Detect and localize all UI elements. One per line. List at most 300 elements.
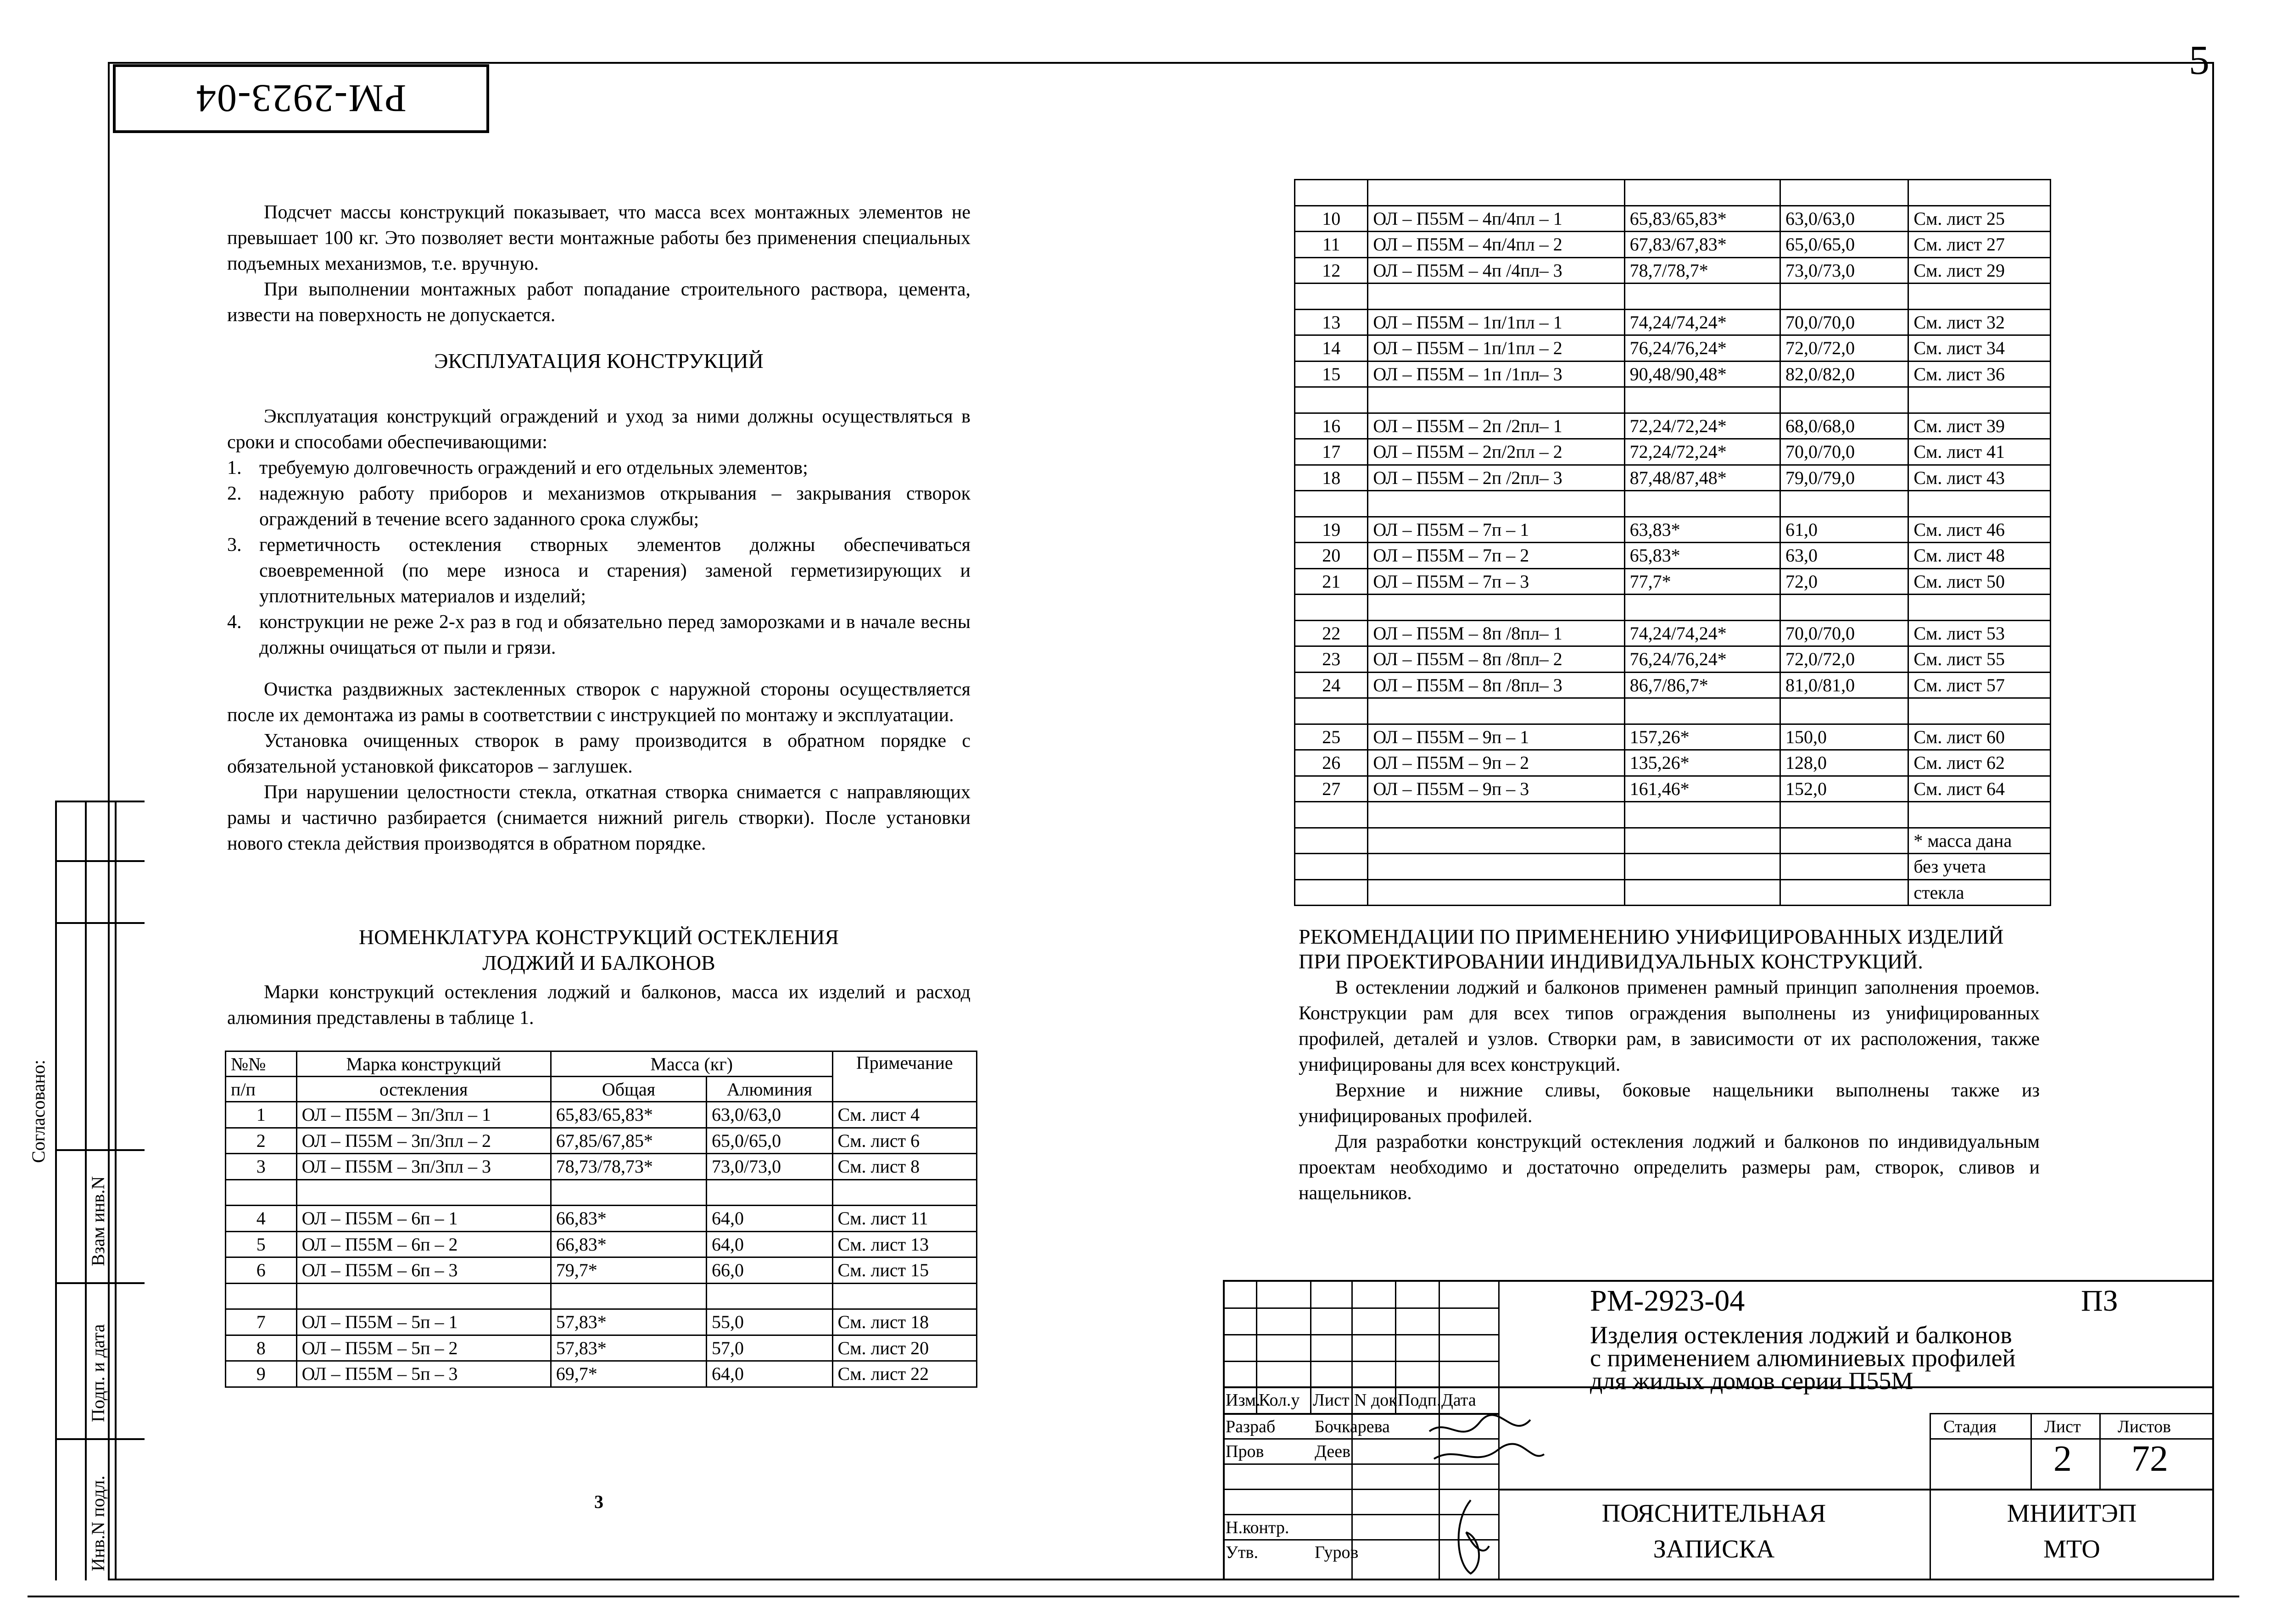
table-cell: См. лист 55	[1908, 646, 2051, 673]
header-alu: Алюминия	[707, 1077, 833, 1102]
table-cell: ОЛ – П55М – 9п – 2	[1368, 750, 1624, 776]
table-cell: ОЛ – П55М – 5п – 2	[296, 1335, 551, 1361]
table-cell: См. лист 41	[1908, 439, 2051, 465]
table-cell: См. лист 18	[832, 1309, 976, 1335]
table-cell: См. лист 15	[832, 1257, 976, 1284]
table-cell: 63,0	[1780, 543, 1908, 569]
table-2-body	[1295, 180, 2051, 906]
table-row	[226, 1179, 977, 1206]
table-row	[1295, 517, 2051, 543]
table-cell: 72,0/72,0	[1780, 646, 1908, 673]
table-cell	[1908, 595, 2051, 621]
tb-h-izm: Изм.	[1226, 1390, 1261, 1410]
table-cell	[1624, 595, 1780, 621]
left-text-block-3	[227, 677, 971, 856]
table-cell: 68,0/68,0	[1780, 413, 1908, 439]
agreed-label: Согласовано:	[28, 1059, 49, 1163]
table-cell: ОЛ – П55М – 7п – 2	[1368, 543, 1624, 569]
table-cell	[1295, 491, 1368, 517]
table-row	[226, 1257, 977, 1284]
table-cell: ОЛ – П55М – 2п/2пл – 2	[1368, 439, 1624, 465]
table-cell: 72,0/72,0	[1780, 335, 1908, 362]
table-cell: 65,83/65,83*	[551, 1102, 706, 1128]
table-1	[225, 1051, 977, 1388]
signature-graphic	[1420, 1413, 1553, 1477]
table-cell: 67,85/67,85*	[551, 1128, 706, 1154]
table-cell: 5	[226, 1231, 297, 1257]
table-cell: См. лист 22	[832, 1361, 976, 1387]
table-cell	[1624, 284, 1780, 310]
table-cell	[1780, 180, 1908, 206]
tb-utv: Утв.	[1226, 1543, 1258, 1562]
table-cell	[296, 1283, 551, 1309]
header-num2: п/п	[226, 1077, 297, 1102]
table-cell: ОЛ – П55М – 4п/4пл – 2	[1368, 232, 1624, 258]
left-text-block-1	[227, 200, 971, 328]
left-approval-strip	[28, 801, 117, 1580]
table-cell: 14	[1295, 335, 1368, 362]
table-cell	[1624, 387, 1780, 413]
table-cell	[1368, 595, 1624, 621]
table-row	[1295, 646, 2051, 673]
tb-h-data: Дата	[1441, 1390, 1476, 1410]
paragraph: Для разработки конструкций остекления лоджий и балконов по индивидуальным проектам необходимо и достаточно определить размеры рам, створок, сливов и нащельников.	[1299, 1131, 2040, 1204]
table-cell: 64,0	[707, 1231, 833, 1257]
table-cell	[1780, 698, 1908, 724]
table-cell: 152,0	[1780, 776, 1908, 802]
table-row	[1295, 309, 2051, 335]
table-row	[1295, 595, 2051, 621]
table-row	[226, 1283, 977, 1309]
table-cell: 70,0/70,0	[1780, 620, 1908, 646]
table-cell	[1780, 802, 1908, 828]
table-cell	[226, 1179, 297, 1206]
table-cell: ОЛ – П55М – 1п/1пл – 1	[1368, 309, 1624, 335]
table-cell: См. лист 25	[1908, 206, 2051, 232]
tb-h-stadia: Стадия	[1943, 1417, 1997, 1436]
table-cell	[1295, 284, 1368, 310]
table-cell	[551, 1179, 706, 1206]
table-row	[1295, 284, 2051, 310]
table-row	[1295, 465, 2051, 491]
table-cell	[1908, 802, 2051, 828]
table-cell	[1624, 854, 1780, 880]
tb-nkontr: Н.контр.	[1226, 1518, 1289, 1537]
table-cell: См. лист 53	[1908, 620, 2051, 646]
table-cell	[1368, 387, 1624, 413]
table-cell: См. лист 64	[1908, 776, 2051, 802]
table-cell	[707, 1179, 833, 1206]
table-row	[1295, 828, 2051, 854]
table-row	[226, 1361, 977, 1387]
paragraph: При выполнении монтажных работ попадание строительного раствора, цемента, извести на поверхность не допускается.	[227, 279, 971, 326]
section-heading-operation: ЭКСПЛУАТАЦИЯ КОНСТРУКЦИЙ	[434, 349, 764, 373]
table-cell	[1295, 595, 1368, 621]
table-cell: ОЛ – П55М – 7п – 3	[1368, 568, 1624, 595]
paragraph: Марки конструкций остекления лоджий и балконов, масса их изделий и расход алюминия представлены в таблице 1.	[227, 982, 971, 1029]
table-row	[226, 1102, 977, 1128]
table-cell: 150,0	[1780, 724, 1908, 750]
table-cell: 17	[1295, 439, 1368, 465]
paragraph: Верхние и нижние сливы, боковые нащельники выполнены также из унифицированых профилей.	[1299, 1080, 2040, 1127]
table-cell: ОЛ – П55М – 8п /8пл– 2	[1368, 646, 1624, 673]
table-cell: ОЛ – П55М – 1п/1пл – 2	[1368, 335, 1624, 362]
table-cell: 10	[1295, 206, 1368, 232]
table-cell	[832, 1179, 976, 1206]
recommendations-heading: РЕКОМЕНДАЦИИ ПО ПРИМЕНЕНИЮ УНИФИЦИРОВАННЫХ ИЗДЕЛИЙ ПРИ ПРОЕКТИРОВАНИИ ИНДИВИДУАЛЬНЫХ КОНСТРУКЦИЙ.	[1299, 925, 2004, 973]
left-text-block-2	[227, 404, 971, 661]
table-row	[1295, 672, 2051, 698]
table-row	[226, 1206, 977, 1232]
table-cell: 22	[1295, 620, 1368, 646]
table-cell: ОЛ – П55М – 5п – 3	[296, 1361, 551, 1387]
table-cell	[1368, 879, 1624, 906]
table-cell: См. лист 13	[832, 1231, 976, 1257]
table-cell: См. лист 39	[1908, 413, 2051, 439]
table-row	[1295, 180, 2051, 206]
table-cell: 73,0/73,0	[1780, 257, 1908, 284]
table-cell: ОЛ – П55М – 9п – 1	[1368, 724, 1624, 750]
table-cell: 57,0	[707, 1335, 833, 1361]
paragraph: Установка очищенных створок в раму производится в обратном порядке с обязательной установкой фиксаторов – заглушек.	[227, 730, 971, 777]
table-cell	[1295, 180, 1368, 206]
table-cell	[1368, 802, 1624, 828]
header-total: Общая	[551, 1077, 706, 1102]
tb-utv-name: Гуров	[1315, 1543, 1359, 1562]
table-1-continuation	[1294, 179, 2051, 906]
table-cell	[1780, 854, 1908, 880]
table-cell	[1908, 491, 2051, 517]
table-cell: См. лист 11	[832, 1206, 976, 1232]
table-cell	[832, 1283, 976, 1309]
table-cell: См. лист 34	[1908, 335, 2051, 362]
table-cell	[1624, 491, 1780, 517]
table-cell: 128,0	[1780, 750, 1908, 776]
tb-doc-name: ПОЯСНИТЕЛЬНАЯ ЗАПИСКА	[1601, 1499, 1826, 1563]
table-cell: стекла	[1908, 879, 2051, 906]
list-item: 2. надежную работу приборов и механизмов открывания – закрывания створок ограждений в течение всего заданного срока службы;	[227, 483, 971, 530]
table-cell: 64,0	[707, 1206, 833, 1232]
table-row	[1295, 568, 2051, 595]
table-cell: ОЛ – П55М – 8п /8пл– 3	[1368, 672, 1624, 698]
table-row	[1295, 698, 2051, 724]
tb-h-kolu: Кол.у	[1259, 1390, 1300, 1410]
table-cell: 66,83*	[551, 1231, 706, 1257]
table-cell	[296, 1179, 551, 1206]
corner-number: 5	[2189, 38, 2209, 83]
table-cell: ОЛ – П55М – 6п – 3	[296, 1257, 551, 1284]
header-mark2: остекления	[296, 1077, 551, 1102]
table-cell: 18	[1295, 465, 1368, 491]
table-cell: 64,0	[707, 1361, 833, 1387]
vzam-label: Взам инв.N	[88, 1176, 108, 1266]
table-cell: 65,83/65,83*	[1624, 206, 1780, 232]
table-cell	[1908, 284, 2051, 310]
table-row	[1295, 879, 2051, 906]
table-cell: См. лист 8	[832, 1154, 976, 1180]
table-cell: 135,26*	[1624, 750, 1780, 776]
table-row	[1295, 750, 2051, 776]
code-stamp	[113, 64, 489, 133]
table-cell: 74,24/74,24*	[1624, 309, 1780, 335]
table-cell: 73,0/73,0	[707, 1154, 833, 1180]
table-row	[1295, 776, 2051, 802]
table-cell: 7	[226, 1309, 297, 1335]
tb-code: РМ-2923-04	[1590, 1284, 1745, 1318]
table-cell	[1295, 802, 1368, 828]
tb-prov: Пров	[1226, 1442, 1264, 1461]
table-cell	[1368, 854, 1624, 880]
table-cell: 87,48/87,48*	[1624, 465, 1780, 491]
table-cell: 74,24/74,24*	[1624, 620, 1780, 646]
table-cell: 79,7*	[551, 1257, 706, 1284]
tb-doc-type: ПЗ	[2081, 1284, 2118, 1318]
table-cell	[1295, 854, 1368, 880]
table-cell	[1780, 491, 1908, 517]
table-cell: 9	[226, 1361, 297, 1387]
table-cell: См. лист 50	[1908, 568, 2051, 595]
table-row	[1295, 413, 2051, 439]
table-cell: 24	[1295, 672, 1368, 698]
tb-list-val: 2	[2053, 1439, 2072, 1479]
table-cell: 157,26*	[1624, 724, 1780, 750]
table-cell: 19	[1295, 517, 1368, 543]
table-cell: 66,83*	[551, 1206, 706, 1232]
table-cell: ОЛ – П55М – 9п – 3	[1368, 776, 1624, 802]
bottom-trim-line	[28, 1596, 2239, 1597]
tb-listov-val: 72	[2131, 1439, 2168, 1479]
header-num: №№	[226, 1051, 297, 1077]
table-cell: ОЛ – П55М – 2п /2пл– 3	[1368, 465, 1624, 491]
table-cell: См. лист 57	[1908, 672, 2051, 698]
table-cell: 72,0	[1780, 568, 1908, 595]
table-cell	[1368, 284, 1624, 310]
table-cell	[1908, 180, 2051, 206]
table-cell: ОЛ – П55М – 4п/4пл – 1	[1368, 206, 1624, 232]
paragraph: При нарушении целостности стекла, откатная створка снимается с направляющих рамы и частично разбирается (снимается нижний ригель створки). После установки нового стекла действия производятся в обратном порядке.	[227, 782, 971, 854]
table-cell: ОЛ – П55М – 2п /2пл– 1	[1368, 413, 1624, 439]
table-cell: ОЛ – П55М – 8п /8пл– 1	[1368, 620, 1624, 646]
table-cell	[1780, 284, 1908, 310]
table-cell	[1624, 802, 1780, 828]
table-cell: * масса дана	[1908, 828, 2051, 854]
table-cell: ОЛ – П55М – 7п – 1	[1368, 517, 1624, 543]
title-block	[1223, 1280, 2214, 1580]
paragraph: В остеклении лоджий и балконов применен рамный принцип заполнения проемов. Конструкции рам для всех типов ограждения выполнены из унифицированных профилей, деталей и узлов. Створки рам, в зависимости от их расположения, также унифицированы для всех конструкций.	[1299, 977, 2040, 1075]
table-cell: 78,7/78,7*	[1624, 257, 1780, 284]
table-cell	[1368, 828, 1624, 854]
left-text-block-4	[227, 979, 971, 1031]
table-cell: 72,24/72,24*	[1624, 413, 1780, 439]
header-mass: Масса (кг)	[551, 1051, 832, 1077]
table-cell: 161,46*	[1624, 776, 1780, 802]
table-row	[226, 1128, 977, 1154]
requirements-list	[227, 455, 971, 661]
tb-h-list: Лист	[1313, 1390, 1350, 1410]
tb-h-listov: Листов	[2118, 1417, 2171, 1436]
table-cell: 77,7*	[1624, 568, 1780, 595]
table-cell: 55,0	[707, 1309, 833, 1335]
table-cell	[1368, 180, 1624, 206]
table-row	[1295, 724, 2051, 750]
table-cell	[707, 1283, 833, 1309]
tb-razrab-name: Бочкарева	[1315, 1417, 1390, 1436]
table-cell: 8	[226, 1335, 297, 1361]
table-row	[1295, 257, 2051, 284]
table-cell: 61,0	[1780, 517, 1908, 543]
podp-data-label: Подп. и дата	[88, 1324, 108, 1422]
table-cell: 16	[1295, 413, 1368, 439]
right-text-block	[1299, 975, 2040, 1206]
table-cell: См. лист 32	[1908, 309, 2051, 335]
table-cell: 2	[226, 1128, 297, 1154]
table-cell: 26	[1295, 750, 1368, 776]
tb-title: Изделия остекления лоджий и балконов с применением алюминиевых профилей для жилых домов серии П55М	[1590, 1321, 2016, 1395]
table-cell: См. лист 27	[1908, 232, 2051, 258]
table-cell	[1908, 387, 2051, 413]
table-cell: 11	[1295, 232, 1368, 258]
table-cell: ОЛ – П55М – 4п /4пл– 3	[1368, 257, 1624, 284]
table-cell: ОЛ – П55М – 3п/3пл – 3	[296, 1154, 551, 1180]
table-row	[1295, 491, 2051, 517]
table-cell: 3	[226, 1154, 297, 1180]
table-cell	[1780, 595, 1908, 621]
table-cell	[551, 1283, 706, 1309]
table-cell: 63,0/63,0	[707, 1102, 833, 1128]
table-cell: ОЛ – П55М – 3п/3пл – 1	[296, 1102, 551, 1128]
table-cell: без учета	[1908, 854, 2051, 880]
table-row	[226, 1154, 977, 1180]
table-cell	[226, 1283, 297, 1309]
tb-org: МНИИТЭП МТО	[2007, 1499, 2137, 1563]
table-cell	[1295, 387, 1368, 413]
code-stamp-text: РМ-2923-04	[195, 77, 407, 121]
table-cell	[1624, 828, 1780, 854]
table-cell: ОЛ – П55М – 6п – 2	[296, 1231, 551, 1257]
table-row	[1295, 335, 2051, 362]
table-row	[1295, 206, 2051, 232]
table-cell	[1295, 879, 1368, 906]
table-cell: 76,24/76,24*	[1624, 646, 1780, 673]
table-cell: См. лист 20	[832, 1335, 976, 1361]
table-cell: 21	[1295, 568, 1368, 595]
table-cell: См. лист 4	[832, 1102, 976, 1128]
table-cell: 25	[1295, 724, 1368, 750]
paragraph: Подсчет массы конструкций показывает, что масса всех монтажных элементов не превышает 100 кг. Это позволяет вести монтажные работы без применения специальных подъемных механизмов, т.е. вручную.	[227, 202, 971, 274]
table-row	[1295, 387, 2051, 413]
table-cell: 65,0/65,0	[1780, 232, 1908, 258]
paragraph: Очистка раздвижных застекленных створок с наружной стороны осуществляется после их демонтажа из рамы в соответствии с инструкцией по монтажу и эксплуатации.	[227, 679, 971, 726]
table-cell	[1368, 491, 1624, 517]
table-cell: См. лист 48	[1908, 543, 2051, 569]
table-cell: 23	[1295, 646, 1368, 673]
table-cell: 13	[1295, 309, 1368, 335]
table-row	[226, 1231, 977, 1257]
table-cell: 70,0/70,0	[1780, 309, 1908, 335]
table-cell: 86,7/86,7*	[1624, 672, 1780, 698]
table-cell: См. лист 60	[1908, 724, 2051, 750]
table-cell: 12	[1295, 257, 1368, 284]
table-cell: См. лист 29	[1908, 257, 2051, 284]
table-cell: 65,83*	[1624, 543, 1780, 569]
table-row	[1295, 543, 2051, 569]
table-cell: ОЛ – П55М – 3п/3пл – 2	[296, 1128, 551, 1154]
signature-graphic-utv	[1443, 1496, 1498, 1578]
tb-h-podp: Подп.	[1398, 1390, 1441, 1410]
tb-razrab: Разраб	[1226, 1417, 1276, 1436]
table-cell: 76,24/76,24*	[1624, 335, 1780, 362]
tb-h-ndok: N док	[1354, 1390, 1397, 1410]
table-cell: ОЛ – П55М – 1п /1пл– 3	[1368, 361, 1624, 387]
section-heading-nomenclature: НОМЕНКЛАТУРА КОНСТРУКЦИЙ ОСТЕКЛЕНИЯ ЛОДЖИЙ И БАЛКОНОВ	[358, 925, 839, 974]
table-cell	[1780, 387, 1908, 413]
table-cell: ОЛ – П55М – 6п – 1	[296, 1206, 551, 1232]
header-note: Примечание	[832, 1051, 976, 1102]
header-mark: Марка конструкций	[296, 1051, 551, 1077]
table-cell	[1368, 698, 1624, 724]
table-cell: 90,48/90,48*	[1624, 361, 1780, 387]
list-item: 3. герметичность остекления створных элементов должны обеспечиваться своевременной (по мере износа и старения) заменой герметизирующих и уплотнительных материалов и изделий;	[227, 534, 971, 607]
table-row	[1295, 620, 2051, 646]
table-cell: 63,83*	[1624, 517, 1780, 543]
table-cell	[1624, 180, 1780, 206]
table-cell: 81,0/81,0	[1780, 672, 1908, 698]
table-cell	[1295, 828, 1368, 854]
table-cell: 72,24/72,24*	[1624, 439, 1780, 465]
table-cell: См. лист 36	[1908, 361, 2051, 387]
table-row	[226, 1335, 977, 1361]
table-row	[1295, 232, 2051, 258]
list-item: 1. требуемую долговечность ограждений и его отдельных элементов;	[227, 457, 808, 478]
table-cell	[1624, 879, 1780, 906]
list-item: 4. конструкции не реже 2-х раз в год и обязательно перед заморозками и в начале весны должны очищаться от пыли и грязи.	[227, 612, 971, 658]
table-cell: 63,0/63,0	[1780, 206, 1908, 232]
table-cell: См. лист 6	[832, 1128, 976, 1154]
table-1-body	[226, 1102, 977, 1387]
table-cell: 70,0/70,0	[1780, 439, 1908, 465]
table-cell: 6	[226, 1257, 297, 1284]
table-cell: См. лист 62	[1908, 750, 2051, 776]
table-cell: 4	[226, 1206, 297, 1232]
page-number: 3	[594, 1491, 603, 1512]
table-cell: См. лист 43	[1908, 465, 2051, 491]
table-row	[226, 1309, 977, 1335]
table-cell: ОЛ – П55М – 5п – 1	[296, 1309, 551, 1335]
table-cell: 57,83*	[551, 1335, 706, 1361]
table-cell: 1	[226, 1102, 297, 1128]
table-cell: 82,0/82,0	[1780, 361, 1908, 387]
table-cell: 20	[1295, 543, 1368, 569]
table-cell: 65,0/65,0	[707, 1128, 833, 1154]
table-cell: 78,73/78,73*	[551, 1154, 706, 1180]
tb-h-list2: Лист	[2044, 1417, 2081, 1436]
paragraph: Эксплуатация конструкций ограждений и уход за ними должны осуществляться в сроки и способами обеспечивающими:	[227, 406, 971, 453]
table-row	[1295, 802, 2051, 828]
table-cell	[1780, 879, 1908, 906]
table-cell: 79,0/79,0	[1780, 465, 1908, 491]
table-cell	[1295, 698, 1368, 724]
table-row	[1295, 854, 2051, 880]
table-cell: 67,83/67,83*	[1624, 232, 1780, 258]
table-row	[1295, 361, 2051, 387]
table-cell: См. лист 46	[1908, 517, 2051, 543]
table-cell: 69,7*	[551, 1361, 706, 1387]
table-cell: 66,0	[707, 1257, 833, 1284]
table-cell: 57,83*	[551, 1309, 706, 1335]
table-cell: 15	[1295, 361, 1368, 387]
table-cell: 27	[1295, 776, 1368, 802]
table-row	[1295, 439, 2051, 465]
